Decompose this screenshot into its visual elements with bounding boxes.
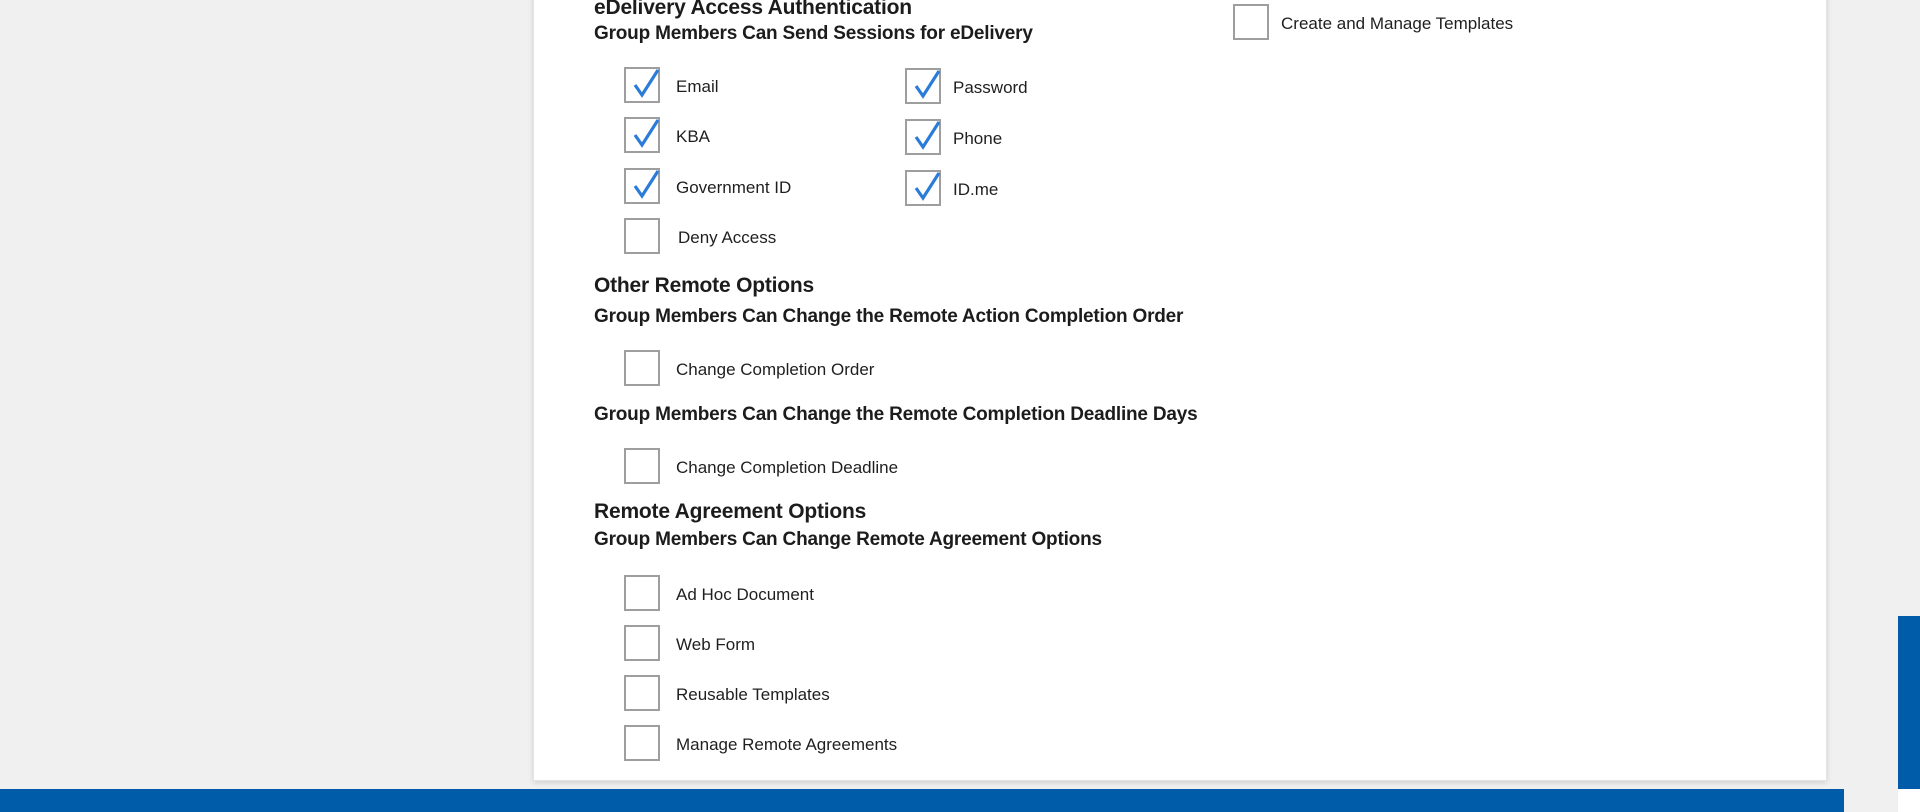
checkmark-icon [908, 66, 944, 102]
change-completion-deadline-checkbox-label: Change Completion Deadline [676, 457, 899, 477]
government-id-checkbox-label: Government ID [676, 177, 792, 197]
kba-checkbox-label: KBA [676, 126, 711, 146]
edelivery-auth-section-subtitle: Group Members Can Send Sessions for eDelivery [594, 23, 1033, 44]
remote-action-order-subtitle: Group Members Can Change the Remote Action Completion Order [594, 306, 1184, 327]
checkmark-icon [908, 117, 944, 153]
reusable-templates-checkbox-label: Reusable Templates [676, 684, 830, 704]
change-completion-order-checkbox[interactable] [624, 350, 660, 386]
option-row [624, 675, 830, 711]
checkmark-icon [627, 65, 663, 101]
checkmark-icon [627, 115, 663, 151]
reusable-templates-checkbox[interactable] [624, 675, 660, 711]
option-row [624, 218, 776, 254]
other-remote-section-title: Other Remote Options [594, 274, 815, 297]
idme-checkbox[interactable] [905, 170, 941, 206]
option-row [624, 448, 898, 484]
idme-checkbox-label: ID.me [953, 179, 999, 199]
permissions-card [533, 0, 1827, 781]
edelivery-auth-section-title: eDelivery Access Authentication [594, 0, 912, 19]
web-form-checkbox-label: Web Form [676, 634, 756, 654]
option-row [624, 725, 897, 761]
remote-deadline-days-subtitle: Group Members Can Change the Remote Completion Deadline Days [594, 404, 1198, 425]
remote-agreement-section-subtitle: Group Members Can Change Remote Agreement Options [594, 529, 1102, 550]
manage-remote-agreements-checkbox[interactable] [624, 725, 660, 761]
option-row [624, 625, 755, 661]
option-row [905, 119, 1002, 155]
option-row [624, 575, 814, 611]
ad-hoc-document-checkbox-label: Ad Hoc Document [676, 584, 814, 604]
option-row [624, 350, 874, 386]
email-checkbox-label: Email [676, 76, 719, 96]
kba-checkbox[interactable] [624, 117, 660, 153]
option-row [624, 67, 719, 103]
email-checkbox[interactable] [624, 67, 660, 103]
option-row [905, 68, 1028, 104]
deny-access-checkbox-label: Deny Access [678, 227, 777, 247]
change-completion-deadline-checkbox[interactable] [624, 448, 660, 484]
create-manage-templates-checkbox-label: Create and Manage Templates [1281, 13, 1514, 33]
checkmark-icon [908, 168, 944, 204]
option-row [1233, 4, 1513, 40]
option-row [905, 170, 998, 206]
scrollbar-corner [1898, 789, 1920, 812]
footer-bar [0, 789, 1844, 812]
web-form-checkbox[interactable] [624, 625, 660, 661]
checkmark-icon [627, 166, 663, 202]
remote-agreement-section-title: Remote Agreement Options [594, 500, 867, 523]
manage-remote-agreements-checkbox-label: Manage Remote Agreements [676, 734, 898, 754]
phone-checkbox-label: Phone [953, 128, 1003, 148]
create-manage-templates-checkbox[interactable] [1233, 4, 1269, 40]
option-row [624, 168, 791, 204]
scrollbar-thumb[interactable] [1898, 616, 1920, 789]
deny-access-checkbox[interactable] [624, 218, 660, 254]
option-row [624, 117, 710, 153]
government-id-checkbox[interactable] [624, 168, 660, 204]
phone-checkbox[interactable] [905, 119, 941, 155]
password-checkbox-label: Password [953, 77, 1028, 97]
ad-hoc-document-checkbox[interactable] [624, 575, 660, 611]
change-completion-order-checkbox-label: Change Completion Order [676, 359, 875, 379]
password-checkbox[interactable] [905, 68, 941, 104]
